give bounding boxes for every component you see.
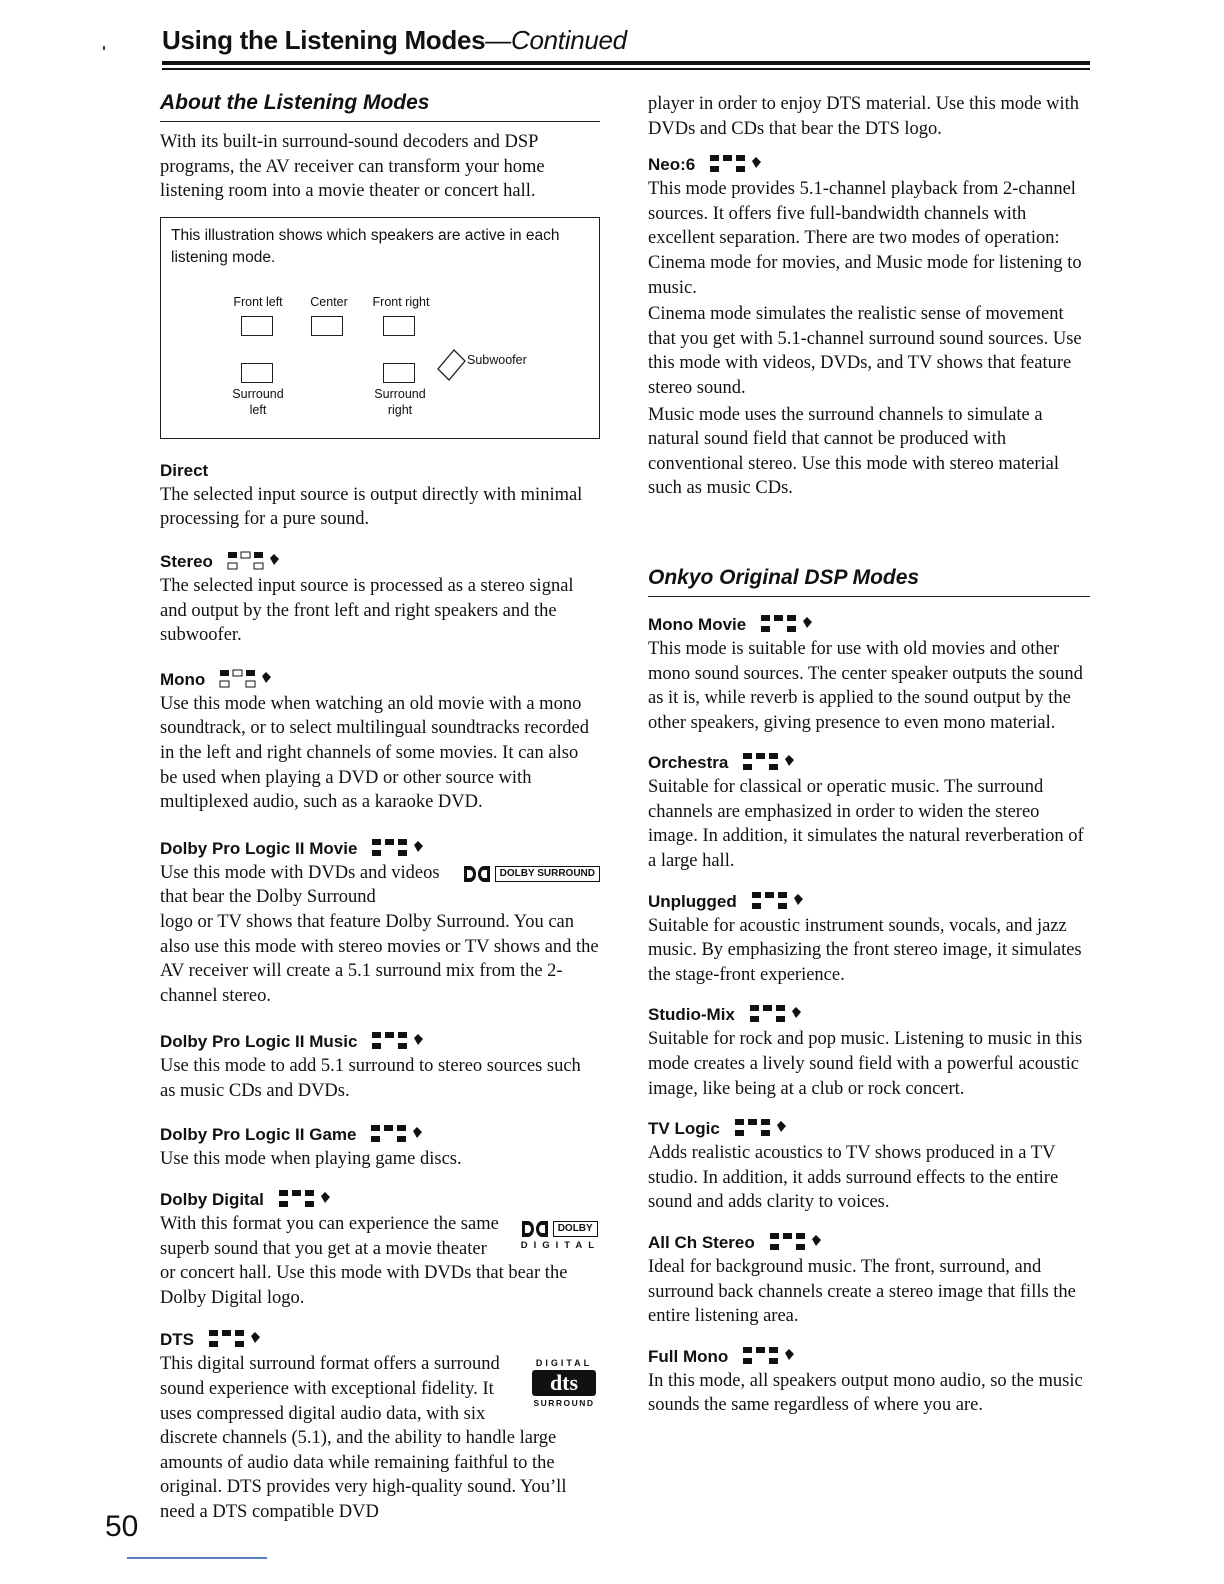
dts-logo-top: DIGITAL bbox=[535, 1358, 593, 1369]
header-rule-thin bbox=[162, 68, 1090, 70]
footer-line bbox=[127, 1557, 267, 1559]
orchestra-speaker-config-icon bbox=[742, 752, 814, 774]
mode-all-ch-stereo bbox=[648, 1231, 1090, 1329]
mode-unplugged bbox=[648, 890, 1090, 988]
mode-neo6-p3: Music mode uses the surround channels to simulate a natural sound field that cannot be produced with conventional stereo. Use this mode with stereo material such as music CDs. bbox=[648, 404, 1059, 499]
about-intro: With its built-in surround-sound decoders and DSP programs, the AV receiver can transform your home listening room into a movie theater or concert hall. bbox=[160, 132, 545, 202]
about-section-title: About the Listening Modes bbox=[160, 88, 600, 122]
mode-full-mono-name: Full Mono bbox=[648, 1346, 729, 1366]
pl2-movie-speaker-config-icon bbox=[371, 838, 443, 860]
front-right-label: Front right bbox=[372, 294, 430, 309]
mode-mono-name: Mono bbox=[160, 669, 206, 689]
mode-pl2-game-name: Dolby Pro Logic II Game bbox=[160, 1125, 357, 1145]
mode-pl2-music bbox=[160, 1030, 600, 1103]
mode-studio-mix-text: Suitable for rock and pop music. Listening to music in this mode creates a lively sound field with a powerful acoustic image, like being at a club or rock concert. bbox=[648, 1029, 1083, 1099]
dts-logo bbox=[528, 1358, 600, 1408]
mode-direct bbox=[160, 459, 600, 532]
speaker-illustration bbox=[160, 217, 600, 439]
mode-orchestra bbox=[648, 751, 1090, 873]
mode-tv-logic bbox=[648, 1117, 1090, 1215]
left-column bbox=[160, 88, 600, 1525]
mode-mono-movie bbox=[648, 613, 1090, 735]
continued-label: —Continued bbox=[485, 25, 627, 55]
all-ch-stereo-speaker-config-icon bbox=[769, 1232, 841, 1254]
mode-tv-logic-text: Adds realistic acoustics to TV shows produced in a TV studio. In addition, it adds surround effects to the entire sound and adds clarity to voices. bbox=[648, 1143, 1059, 1213]
onkyo-section-title: Onkyo Original DSP Modes bbox=[648, 563, 1090, 597]
mode-dts-text: This digital surround format offers a surround sound experience with exceptional fidelity. It uses compressed digital audio data, with six discrete channels (5.1), and the ability to handle large amounts of audio data while remaining faithful to the original. DTS provides very high-quality sound. You’ll need a DTS compatible DVD bbox=[160, 1354, 567, 1522]
mode-mono-text: Use this mode when watching an old movie with a mono soundtrack, or to select multilingual soundtracks recorded in the left and right channels of some movies. It can also be used when playing a DVD or other source with multiplexed audio, such as a karaoke DVD. bbox=[160, 693, 589, 813]
mode-unplugged-name: Unplugged bbox=[648, 891, 737, 911]
subwoofer-icon bbox=[437, 348, 467, 382]
margin-mark bbox=[103, 46, 105, 50]
mode-studio-mix-name: Studio-Mix bbox=[648, 1005, 735, 1025]
tv-logic-speaker-config-icon bbox=[734, 1118, 806, 1140]
front-right-speaker-icon bbox=[383, 316, 415, 336]
mode-mono bbox=[160, 668, 600, 815]
page-title: Using the Listening Modes—Continued bbox=[162, 25, 627, 55]
mode-stereo-name: Stereo bbox=[160, 551, 213, 571]
unplugged-speaker-config-icon bbox=[751, 891, 823, 913]
mode-all-ch-stereo-text: Ideal for background music. The front, surround, and surround back channels create a stereo image that fills the entire listening area. bbox=[648, 1257, 1076, 1327]
mode-stereo bbox=[160, 550, 600, 648]
front-left-label: Front left bbox=[233, 294, 283, 309]
mode-full-mono bbox=[648, 1345, 1090, 1418]
double-d-icon bbox=[463, 865, 491, 883]
center-label: Center bbox=[310, 294, 348, 309]
dolby-digital-logo bbox=[521, 1220, 600, 1251]
mode-neo6-name: Neo:6 bbox=[648, 155, 696, 175]
dts-logo-bottom: SURROUND bbox=[533, 1398, 595, 1409]
surround-right-label-2: right bbox=[387, 402, 413, 417]
illustration-caption: This illustration shows which speakers are active in each listening mode. bbox=[171, 226, 560, 266]
dolby-digital-speaker-config-icon bbox=[278, 1189, 350, 1211]
mode-mono-movie-name: Mono Movie bbox=[648, 614, 747, 634]
mode-dolby-digital-name: Dolby Digital bbox=[160, 1190, 264, 1210]
mode-orchestra-text: Suitable for classical or operatic music. The surround channels are emphasized in order to widen the stereo image. In addition, it simulates the natural reverberation of a large hall. bbox=[648, 777, 1084, 872]
surround-right-speaker-icon bbox=[383, 363, 415, 383]
mode-pl2-movie bbox=[160, 837, 600, 1009]
mode-dolby-digital bbox=[160, 1188, 600, 1310]
surround-left-label-2: left bbox=[249, 402, 267, 417]
mode-pl2-movie-text-a: Use this mode with DVDs and videos that bear the Dolby Surround bbox=[160, 862, 440, 908]
page-header bbox=[162, 22, 1092, 58]
mode-dts-name: DTS bbox=[160, 1330, 194, 1350]
full-mono-speaker-config-icon bbox=[742, 1346, 814, 1368]
mode-stereo-text: The selected input source is processed as a stereo signal and output by the front left and right speakers and the subwoofer. bbox=[160, 575, 574, 646]
mono-speaker-config-icon bbox=[219, 669, 291, 691]
header-rule-thick bbox=[162, 61, 1090, 65]
surround-right-label-1: Surround bbox=[374, 386, 426, 401]
front-left-speaker-icon bbox=[241, 316, 273, 336]
mode-mono-movie-text: This mode is suitable for use with old movies and other mono sound sources. The center speaker outputs the sound as it is, while reverb is applied to the sound output by the other speakers, giving presence to even mono material. bbox=[648, 638, 1083, 733]
mode-pl2-music-text: Use this mode to add 5.1 surround to stereo sources such as music CDs and DVDs. bbox=[160, 1056, 581, 1101]
mode-neo6-p1: This mode provides 5.1-channel playback from 2-channel sources. It offers five full-bandwidth channels with excellent separation. There are two modes of operation: Cinema mode for movies, and Music mode for listening to music. bbox=[648, 179, 1082, 298]
page-number: 50 bbox=[105, 1510, 139, 1543]
mode-neo6-p2: Cinema mode simulates the realistic sense of movement that you get with 5.1-channel surround sound sources. Use this mode with videos, DVDs, and TV shows that feature stereo sound. bbox=[648, 304, 1082, 398]
dolby-surround-logo bbox=[463, 865, 600, 883]
dolby-digital-logo-box: DOLBY bbox=[553, 1221, 598, 1237]
mode-pl2-movie-name: Dolby Pro Logic II Movie bbox=[160, 838, 358, 858]
dolby-digital-logo-sub: DIGITAL bbox=[520, 1240, 600, 1252]
mode-tv-logic-name: TV Logic bbox=[648, 1119, 720, 1139]
studio-mix-speaker-config-icon bbox=[749, 1004, 821, 1026]
mode-pl2-game-text: Use this mode when playing game discs. bbox=[160, 1149, 462, 1170]
subwoofer-label: Subwoofer bbox=[467, 352, 527, 367]
mono-movie-speaker-config-icon bbox=[760, 614, 832, 636]
dolby-surround-logo-text: DOLBY SURROUND bbox=[495, 866, 600, 882]
mode-all-ch-stereo-name: All Ch Stereo bbox=[648, 1233, 755, 1252]
dts-speaker-config-icon bbox=[208, 1329, 280, 1351]
mode-full-mono-text: In this mode, all speakers output mono audio, so the music sounds the same regardless of where you are. bbox=[648, 1370, 1083, 1416]
mode-pl2-game bbox=[160, 1123, 600, 1172]
mode-dts bbox=[160, 1328, 600, 1524]
double-d-icon bbox=[521, 1220, 549, 1238]
mode-direct-name: Direct bbox=[160, 460, 209, 480]
dts-continued-text: player in order to enjoy DTS material. Use this mode with DVDs and CDs that bear the DTS logo. bbox=[648, 94, 1080, 139]
neo6-speaker-config-icon bbox=[709, 154, 781, 176]
mode-direct-text: The selected input source is output directly with minimal processing for a pure sound. bbox=[160, 484, 583, 530]
mode-studio-mix bbox=[648, 1003, 1090, 1101]
mode-unplugged-text: Suitable for acoustic instrument sounds, vocals, and jazz music. By emphasizing the front stereo image, it simulates the stage-front experience. bbox=[648, 915, 1082, 985]
mode-pl2-music-name: Dolby Pro Logic II Music bbox=[160, 1032, 358, 1052]
mode-neo6 bbox=[648, 153, 1090, 501]
dts-logo-mark: dts bbox=[532, 1370, 596, 1396]
right-column bbox=[648, 92, 1090, 1418]
surround-left-speaker-icon bbox=[241, 363, 273, 383]
center-speaker-icon bbox=[311, 316, 343, 336]
stereo-speaker-config-icon bbox=[227, 551, 299, 573]
mode-pl2-movie-text-b: logo or TV shows that feature Dolby Surround. You can also use this mode with stereo movies or TV shows and the AV receiver will create a 5.1 surround mix from the 2-channel stereo. bbox=[160, 911, 599, 1006]
surround-left-label-1: Surround bbox=[232, 386, 284, 401]
pl2-game-speaker-config-icon bbox=[370, 1124, 442, 1146]
pl2-music-speaker-config-icon bbox=[371, 1031, 443, 1053]
mode-dolby-digital-text: With this format you can experience the same superb sound that you get at a movie theater or concert hall. Use this mode with DVDs that bear the Dolby Digital logo. bbox=[160, 1214, 568, 1308]
mode-orchestra-name: Orchestra bbox=[648, 753, 729, 773]
